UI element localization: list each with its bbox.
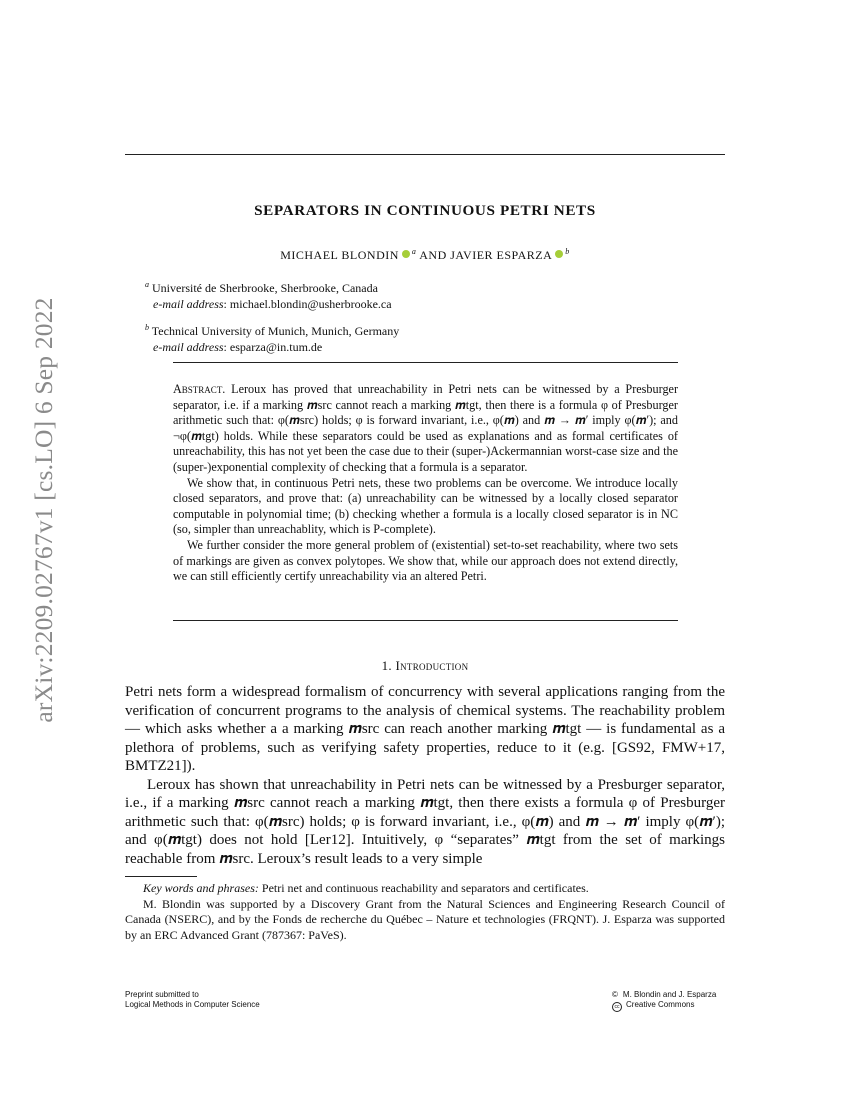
arxiv-id: arXiv:2209.02767v1 [cs.LO] 6 Sep 2022 xyxy=(29,297,58,723)
introduction-body xyxy=(125,683,725,868)
email-label: e-mail address xyxy=(153,339,224,354)
footnotes xyxy=(125,881,725,943)
copyright-icon: © xyxy=(612,990,618,999)
body-paragraph: Leroux has shown that unreachability in Petri nets can be witnessed by a Presburger separator, i.e., if a marking 𝒎src cannot reach a marking 𝒎tgt, then there exists a formula φ of Presburger arithmetic such that: φ(𝒎src) holds; φ is forward invariant, i.e., φ(𝒎) and 𝒎 → 𝒎′ imply φ(𝒎′); and φ(𝒎tgt) does not hold [Ler12]. Intuitively, φ “separates” 𝒎tgt from the set of markings reachable from 𝒎src. Leroux’s result leads to a very simple xyxy=(125,776,725,867)
abstract-text: Leroux has proved that unreachability in Petri nets can be witnessed by a Presburger separator, i.e. if a marking 𝒎src cannot reach a marking 𝒎tgt, then there is a formula φ of Presburger arithmetic such that: φ(𝒎src) holds; φ is forward invariant, i.e., φ(𝒎) and 𝒎 → 𝒎′ imply φ(𝒎′); and ¬φ(𝒎tgt) holds. While these separators could be used as explanations and as formal certificates of unreachability, this has not yet been the case due to their (super-)Ackermannian worst-case size and the (super-)exponential complexity of checking that a formula is a separator. xyxy=(173,382,678,474)
orcid-icon[interactable] xyxy=(402,250,410,258)
author-connector: AND xyxy=(419,248,447,262)
author-1-name: MICHAEL BLONDIN xyxy=(280,248,399,262)
keywords-line xyxy=(125,881,725,897)
paper-title: SEPARATORS IN CONTINUOUS PETRI NETS xyxy=(254,202,596,219)
license-name: Creative Commons xyxy=(626,999,695,1009)
creative-commons-icon: cc xyxy=(612,1002,622,1012)
preprint-notice xyxy=(125,990,260,1009)
abstract-paragraph: We further consider the more general problem of (existential) set-to-set reachability, where two sets of markings are given as convex polytopes. We show that, while our approach does not extend directly, we can still efficiently certify unreachability via an altered Petri. xyxy=(173,537,678,584)
affiliation-b: $^b$ Technical University of Munich, Munich, Germany e-mail address: esparza@in.tum.de xyxy=(145,323,400,354)
arxiv-stamp xyxy=(24,270,64,750)
abstract-rule-bottom xyxy=(173,620,678,621)
author-1-mark: a xyxy=(411,247,417,256)
body-paragraph: Petri nets form a widespread formalism of concurrency with several applications ranging from the verification of concurrent programs to the analysis of chemical systems. The reachability problem — which asks whether a a marking 𝒎src can reach another marking 𝒎tgt — is fundamental as a plethora of problems, such as verifying safety properties, reduce to it (e.g. [GS92, FMW+17, BMTZ21]). xyxy=(125,684,725,774)
journal-name: Logical Methods in Computer Science xyxy=(125,999,260,1009)
section-heading: 1. Introduction xyxy=(381,658,469,673)
abstract-paragraph: We show that, in continuous Petri nets, these two problems can be overcome. We introduce locally closed separators, and prove that: (a) unreachability can be witnessed by a locally closed separator computable in polynomial time; (b) checking whether a formula is a locally closed separator is in NC (so, simpler than unreachablity, which is P-complete). xyxy=(173,475,678,537)
affiliation-institution: Technical University of Munich, Munich, Germany xyxy=(151,324,400,338)
email-address[interactable]: michael.blondin@usherbrooke.ca xyxy=(229,296,392,311)
copyright-notice xyxy=(612,990,716,1012)
abstract-rule-top xyxy=(173,362,678,363)
abstract-label: Abstract. xyxy=(173,382,226,396)
affiliation-mark: a xyxy=(145,280,149,289)
keywords-text: Petri net and continuous reachability and separators and certificates. xyxy=(261,881,589,895)
affiliation-institution: Université de Sherbrooke, Sherbrooke, Canada xyxy=(152,281,378,295)
funding-note: M. Blondin was supported by a Discovery Grant from the Natural Sciences and Engineering Research Council of Canada (NSERC), and by the Fonds de recherche du Québec – Nature et technologies (FRQNT). J. Esparza was supported by an ERC Advanced Grant (787367: PaVeS). xyxy=(125,896,725,942)
email-label: e-mail address xyxy=(153,296,224,311)
copyright-holders: M. Blondin and J. Esparza xyxy=(622,990,717,999)
author-2-mark: b xyxy=(565,247,570,256)
affiliation-mark: b xyxy=(145,323,149,332)
header-rule xyxy=(125,154,725,155)
footnote-rule xyxy=(125,876,197,877)
abstract-paragraph xyxy=(173,382,678,476)
abstract xyxy=(173,382,678,585)
preprint-line: Preprint submitted to xyxy=(125,990,199,999)
affiliation-a: $^a$ Université de Sherbrooke, Sherbrooke, Canada e-mail address: michael.blondin@usherbrooke.ca xyxy=(145,280,392,311)
orcid-icon[interactable] xyxy=(555,250,563,258)
author-2-name: JAVIER ESPARZA xyxy=(450,248,553,262)
keywords-label: Key words and phrases: xyxy=(143,881,259,895)
email-address[interactable]: esparza@in.tum.de xyxy=(229,339,323,354)
author-line xyxy=(125,247,725,263)
